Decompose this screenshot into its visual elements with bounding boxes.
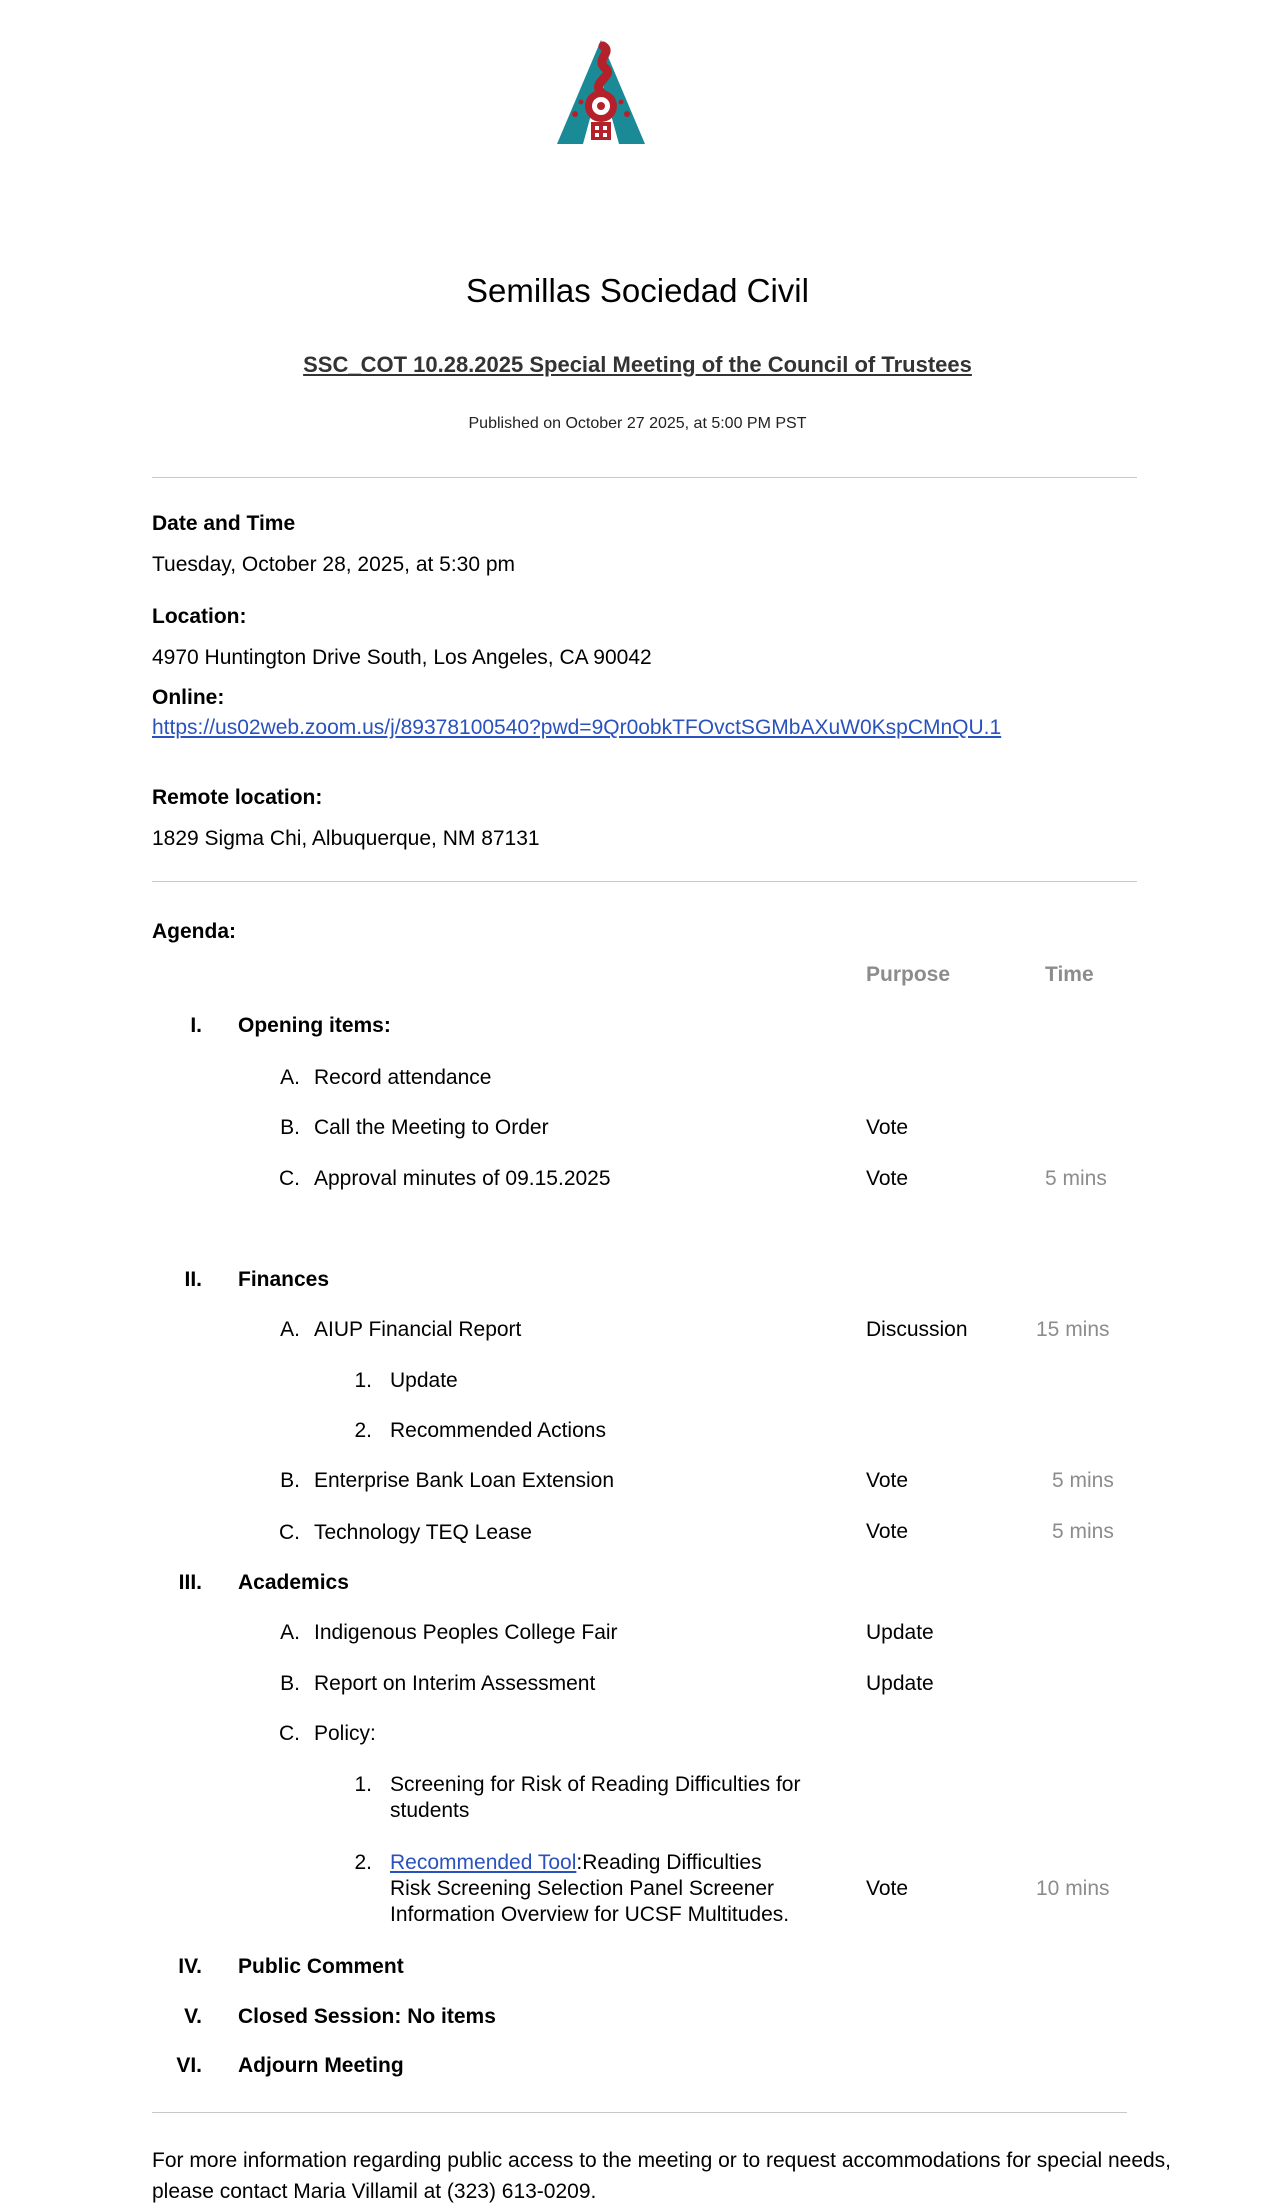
divider <box>152 477 1137 478</box>
published-date: Published on October 27 2025, at 5:00 PM PST <box>468 415 807 432</box>
item-purpose: Vote <box>866 1877 909 1900</box>
agenda-item: Policy: <box>314 1722 376 1745</box>
item-letter: A. <box>280 1318 300 1341</box>
section-numeral: VI. <box>176 2054 202 2077</box>
section-title-academics: Academics <box>238 1571 349 1594</box>
contact-footnote: For more information regarding public access to the meeting or to request accommodations for special needs, please contact Maria Villamil at (323) 613-0209. <box>152 2149 1172 2203</box>
sub-item-line: students <box>390 1799 470 1822</box>
sub-item-line: Information Overview for UCSF Multitudes. <box>390 1903 790 1926</box>
item-letter: A. <box>280 1066 300 1089</box>
item-time: 5 mins <box>1052 1469 1114 1492</box>
item-purpose: Update <box>866 1672 934 1695</box>
agenda-item: Enterprise Bank Loan Extension <box>314 1469 615 1492</box>
location-value: 4970 Huntington Drive South, Los Angeles, CA 90042 <box>152 646 652 669</box>
agenda-item: Approval minutes of 09.15.2025 <box>314 1167 611 1190</box>
agenda-item: Technology TEQ Lease <box>314 1521 532 1544</box>
sub-item-text: :Reading Difficulties <box>576 1851 762 1874</box>
agenda-item: Call the Meeting to Order <box>314 1116 549 1139</box>
sub-item-line: Risk Screening Selection Panel Screener <box>390 1877 775 1900</box>
item-time: 5 mins <box>1045 1167 1107 1190</box>
meeting-title: SSC_COT 10.28.2025 Special Meeting of the Council of Trustees <box>303 352 972 377</box>
online-label: Online: <box>152 686 225 709</box>
item-purpose: Discussion <box>866 1318 968 1341</box>
section-numeral: I. <box>190 1014 202 1037</box>
agenda-item: Indigenous Peoples College Fair <box>314 1621 618 1644</box>
item-purpose: Vote <box>866 1116 909 1139</box>
organization-name: Semillas Sociedad Civil <box>466 272 809 309</box>
item-letter: A. <box>280 1621 300 1644</box>
sub-item-number: 1. <box>354 1369 372 1392</box>
section-numeral: V. <box>184 2005 202 2028</box>
date-label: Date and Time <box>152 512 296 535</box>
agenda-label: Agenda: <box>152 920 236 943</box>
purpose-column-header: Purpose <box>866 963 951 986</box>
sub-item-number: 1. <box>354 1773 372 1796</box>
remote-location-value: 1829 Sigma Chi, Albuquerque, NM 87131 <box>152 827 540 850</box>
divider <box>152 2112 1127 2113</box>
sub-item-number: 2. <box>354 1851 372 1874</box>
divider <box>152 881 1137 882</box>
item-letter: B. <box>280 1469 300 1492</box>
item-time: 10 mins <box>1036 1877 1110 1900</box>
item-letter: C. <box>279 1167 300 1190</box>
section-title-finances: Finances <box>238 1268 330 1291</box>
item-time: 15 mins <box>1036 1318 1110 1341</box>
section-title-closed-session: Closed Session: No items <box>238 2005 496 2028</box>
item-purpose: Update <box>866 1621 934 1644</box>
section-numeral: III. <box>178 1571 202 1594</box>
location-label: Location: <box>152 605 247 628</box>
agenda-item: Report on Interim Assessment <box>314 1672 596 1695</box>
organization-logo <box>555 38 647 146</box>
agenda-item: AIUP Financial Report <box>314 1318 522 1341</box>
sub-item-line: Screening for Risk of Reading Difficulties for <box>390 1773 801 1796</box>
item-purpose: Vote <box>866 1520 909 1543</box>
item-letter: B. <box>280 1672 300 1695</box>
section-title-public-comment: Public Comment <box>238 1955 404 1978</box>
sub-item: Update <box>390 1369 458 1392</box>
time-column-header: Time <box>1045 963 1094 986</box>
item-letter: C. <box>279 1521 300 1544</box>
sub-item: Recommended Actions <box>390 1419 606 1442</box>
remote-location-label: Remote location: <box>152 786 323 809</box>
item-letter: C. <box>279 1722 300 1745</box>
item-letter: B. <box>280 1116 300 1139</box>
item-purpose: Vote <box>866 1167 909 1190</box>
recommended-tool-link[interactable]: Recommended Tool <box>390 1851 577 1874</box>
section-title-opening: Opening items: <box>238 1014 391 1037</box>
date-value: Tuesday, October 28, 2025, at 5:30 pm <box>152 553 516 576</box>
section-numeral: IV. <box>178 1955 202 1978</box>
zoom-link[interactable]: https://us02web.zoom.us/j/89378100540?pwd=9Qr0obkTFOvctSGMbAXuW0KspCMnQU.1 <box>152 716 1002 739</box>
item-purpose: Vote <box>866 1469 909 1492</box>
section-title-adjourn: Adjourn Meeting <box>238 2054 404 2077</box>
agenda-item: Record attendance <box>314 1066 492 1089</box>
item-time: 5 mins <box>1052 1520 1114 1543</box>
section-numeral: II. <box>184 1268 202 1291</box>
sub-item-number: 2. <box>354 1419 372 1442</box>
sub-item-line <box>390 1851 762 1875</box>
